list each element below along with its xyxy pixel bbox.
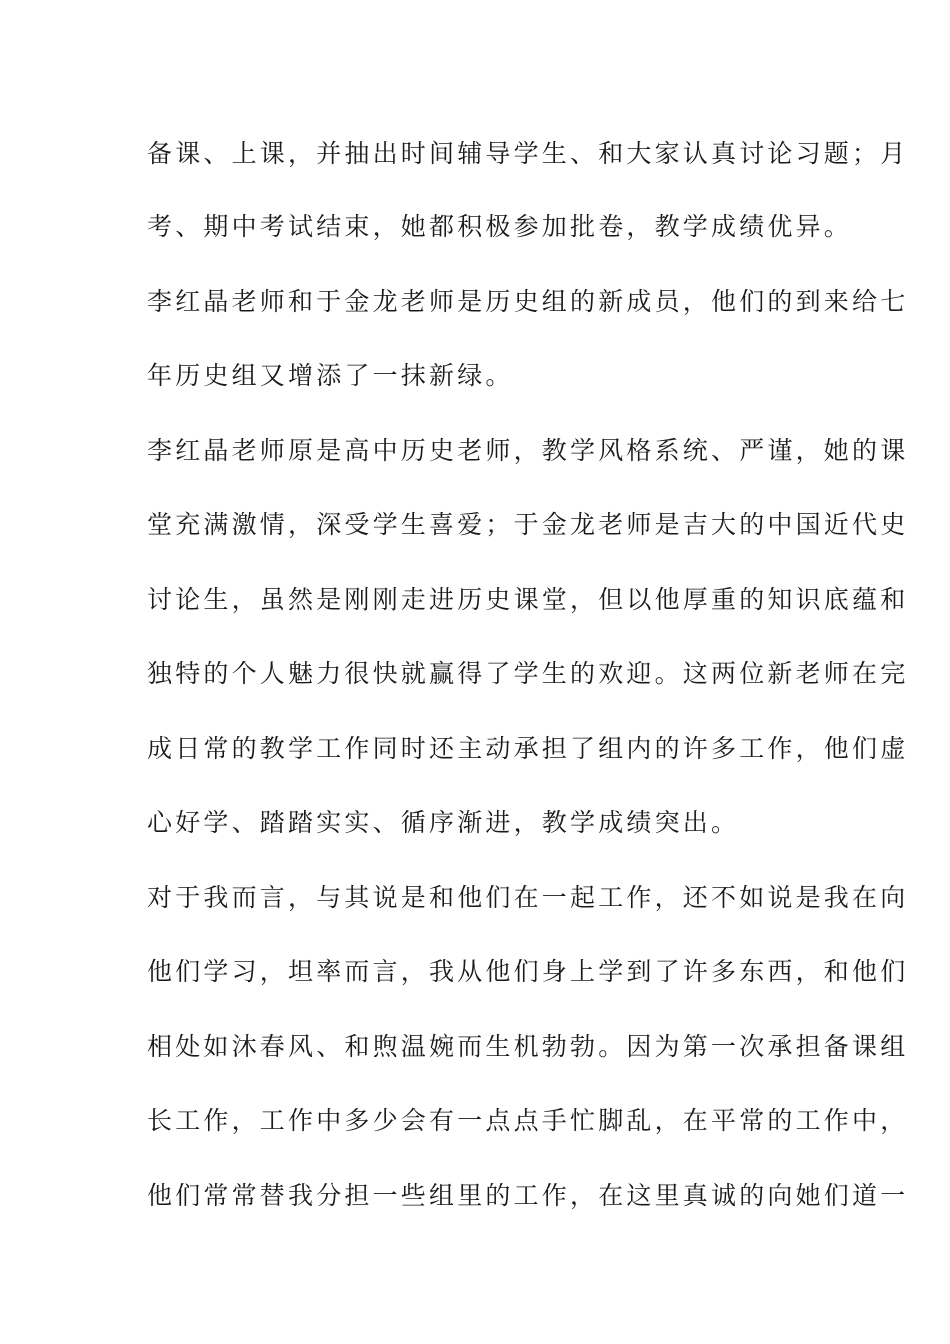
text-line: 年历史组又增添了一抹新绿。 xyxy=(147,361,514,390)
text-line: 考、期中考试结束，她都积极参加批卷，教学成绩优异。 xyxy=(147,212,853,241)
text-line: 李红晶老师原是高中历史老师，教学风格系统、严谨，她的课 xyxy=(147,436,909,465)
text-line: 备课、上课，并抽出时间辅导学生、和大家认真讨论习题；月 xyxy=(147,139,909,168)
text-line: 长工作，工作中多少会有一点点手忙脚乱，在平常的工作中， xyxy=(147,1106,909,1135)
text-line: 他们常常替我分担一些组里的工作，在这里真诚的向她们道一 xyxy=(147,1181,909,1210)
text-line: 讨论生，虽然是刚刚走进历史课堂，但以他厚重的知识底蕴和 xyxy=(147,585,909,614)
text-line: 李红晶老师和于金龙老师是历史组的新成员，他们的到来给七 xyxy=(147,287,909,316)
text-line: 相处如沐春风、和煦温婉而生机勃勃。因为第一次承担备课组 xyxy=(147,1032,909,1061)
text-line: 堂充满激情，深受学生喜爱；于金龙老师是吉大的中国近代史 xyxy=(147,510,909,539)
text-line: 独特的个人魅力很快就赢得了学生的欢迎。这两位新老师在完 xyxy=(147,659,909,688)
text-line: 他们学习，坦率而言，我从他们身上学到了许多东西，和他们 xyxy=(147,957,909,986)
text-line: 成日常的教学工作同时还主动承担了组内的许多工作，他们虚 xyxy=(147,734,909,763)
text-line: 心好学、踏踏实实、循序渐进，教学成绩突出。 xyxy=(147,808,740,837)
text-line: 对于我而言，与其说是和他们在一起工作，还不如说是我在向 xyxy=(147,883,909,912)
